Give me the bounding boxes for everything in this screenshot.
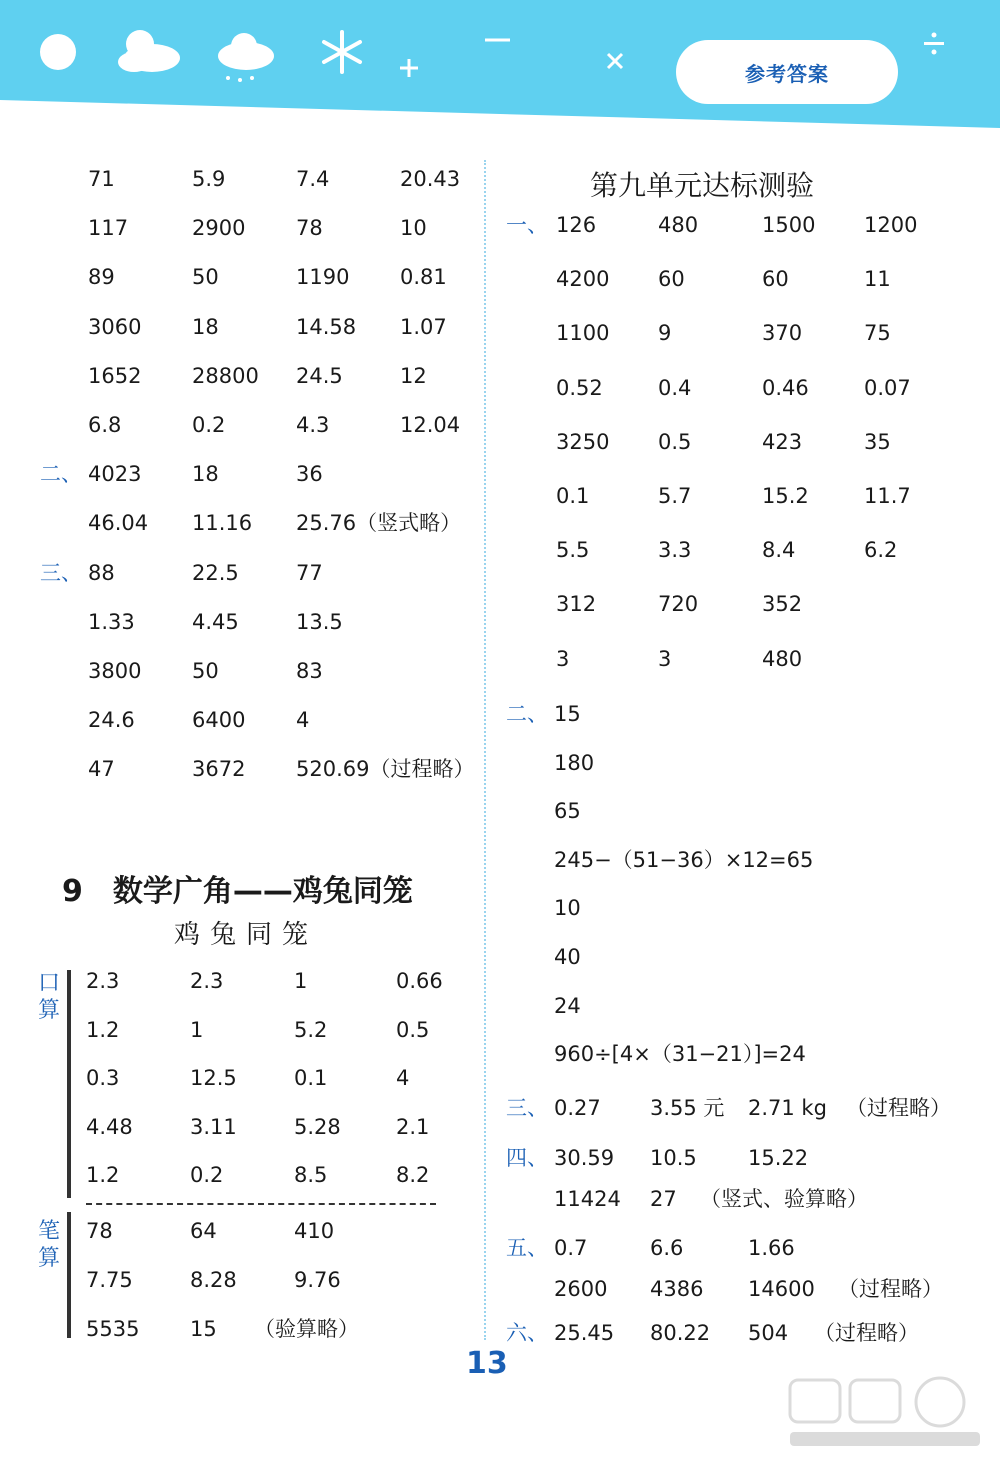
answer-cell: 8.28 [190, 1268, 237, 1292]
answer-cell: 6400 [192, 708, 246, 733]
oral-calc-bar [67, 970, 71, 1198]
section-subtitle: 鸡兔同笼 [174, 920, 319, 950]
answer-cell: 1190 [296, 265, 350, 290]
answer-cell: 8.4 [762, 538, 796, 563]
answer-cell: 352 [762, 592, 803, 617]
part-marker: 二、 [40, 462, 82, 487]
section-title: 9 数学广角——鸡兔同笼 [62, 874, 413, 909]
answer-cell: 3250 [556, 429, 610, 454]
answer-cell: 3 [556, 646, 570, 671]
part-marker: 三、 [506, 1096, 548, 1120]
answer-cell: 71 [88, 167, 115, 191]
answer-cell: 0.5 [396, 1017, 430, 1042]
answer-line: 10 [554, 896, 581, 921]
answer-cell: 80.22 [650, 1321, 711, 1345]
answer-cell: 47 [88, 757, 115, 782]
answer-cell: 14600 [748, 1277, 815, 1301]
part-marker: 三、 [40, 560, 82, 585]
answer-cell: 10.5 [650, 1146, 697, 1170]
answer-cell: 22.5 [192, 560, 239, 585]
oral-calc-label: 口算 [37, 971, 60, 1023]
answer-cell: 12.04 [400, 413, 461, 437]
answer-cell: 1100 [556, 321, 610, 346]
answer-cell: 4200 [556, 267, 610, 292]
answer-cell: 520.69（过程略） [296, 757, 475, 782]
answer-cell: 36 [296, 462, 323, 487]
answer-cell: 50 [192, 265, 219, 290]
answer-cell: 0.4 [658, 375, 692, 400]
answer-cell: 126 [556, 213, 597, 237]
part-marker: 二、 [506, 702, 548, 726]
answer-line: 180 [554, 750, 595, 775]
answer-cell: 1 [190, 1017, 204, 1042]
answer-cell: 6.8 [88, 413, 122, 437]
answer-cell: 3.11 [190, 1114, 237, 1139]
answer-cell: 3800 [88, 659, 142, 683]
part-marker: 四、 [506, 1146, 548, 1170]
answer-cell: 5.7 [658, 484, 692, 508]
answer-cell: 3.3 [658, 538, 692, 563]
sun-icon [40, 34, 76, 70]
answer-cell: 75 [864, 321, 891, 346]
answer-cell: 64 [190, 1219, 217, 1243]
answer-cell: 0.7 [554, 1236, 588, 1260]
answer-cell: 2.3 [86, 969, 120, 993]
answer-cell: 423 [762, 429, 803, 454]
answer-cell: 78 [86, 1219, 113, 1243]
answer-cell: 1 [294, 969, 308, 993]
answer-cell: 46.04 [88, 511, 149, 536]
answer-cell: 6.6 [650, 1236, 684, 1260]
answer-cell: 7.4 [296, 167, 330, 191]
answer-cell: 15 [190, 1317, 217, 1341]
answer-cell: 3 [658, 646, 672, 671]
answer-cell: 1500 [762, 213, 816, 237]
answer-cell: 0.1 [556, 484, 590, 508]
answer-cell: 117 [88, 216, 129, 241]
answer-cell: 370 [762, 321, 803, 346]
answer-cell: 11.7 [864, 484, 911, 508]
answer-cell: 6.2 [864, 538, 898, 563]
answer-cell: 5535 [86, 1317, 140, 1341]
answer-line: 245−（51−36）×12=65 [554, 847, 814, 872]
answer-cell: 13.5 [296, 609, 343, 634]
answer-cell: 504 [748, 1321, 789, 1345]
answer-cell: 4.45 [192, 609, 239, 634]
answer-cell: 5.28 [294, 1114, 341, 1139]
answer-cell: 11424 [554, 1187, 621, 1211]
answer-cell: 20.43 [400, 167, 461, 191]
answer-cell: 1.33 [88, 609, 135, 634]
answer-line: 15 [554, 702, 581, 726]
answer-cell: 24.6 [88, 708, 135, 733]
answer-cell: 0.27 [554, 1096, 601, 1120]
answer-cell: 1.07 [400, 314, 447, 339]
section-separator [86, 1203, 436, 1205]
answer-cell: 5.9 [192, 167, 226, 191]
answer-cell: 1200 [864, 213, 918, 237]
watermark-logo [780, 1372, 990, 1457]
answer-cell: 3.55 元 [650, 1096, 725, 1120]
answer-cell: 0.2 [190, 1163, 224, 1188]
answer-cell: 10 [400, 216, 427, 241]
written-calc-label: 笔算 [37, 1219, 60, 1271]
answer-cell: 2.3 [190, 969, 224, 993]
answer-line: 65 [554, 799, 581, 824]
answer-cell: 3060 [88, 314, 142, 339]
answer-cell: 8.5 [294, 1163, 328, 1188]
answer-cell: （过程略） [838, 1277, 943, 1301]
answer-cell: 12.5 [190, 1066, 237, 1091]
answer-cell: 24.5 [296, 363, 343, 388]
answer-cell: 77 [296, 560, 323, 585]
answer-key-badge: 参考答案 [676, 40, 898, 104]
answer-cell: （竖式、验算略） [700, 1187, 868, 1211]
column-divider [484, 160, 486, 1340]
answer-cell: 2.1 [396, 1114, 430, 1139]
answer-cell: 0.81 [400, 265, 447, 290]
answer-cell: 5.2 [294, 1017, 328, 1042]
answer-cell: 11 [864, 267, 891, 292]
answer-cell: 15.2 [762, 484, 809, 508]
answer-cell: 4 [296, 708, 310, 733]
answer-cell: 18 [192, 462, 219, 487]
answer-cell: 9.76 [294, 1268, 341, 1292]
answer-cell: 312 [556, 592, 597, 617]
answer-cell: 410 [294, 1219, 335, 1243]
answer-cell: 0.46 [762, 375, 809, 400]
answer-cell: （过程略） [814, 1321, 919, 1345]
answer-cell: 30.59 [554, 1146, 615, 1170]
answer-cell: 60 [658, 267, 685, 292]
answer-cell: 18 [192, 314, 219, 339]
answer-cell: 15.22 [748, 1146, 809, 1170]
answer-cell: 25.45 [554, 1321, 615, 1345]
answer-cell: 4.3 [296, 413, 330, 437]
answer-cell: 0.3 [86, 1066, 120, 1091]
answer-cell: 1.66 [748, 1236, 795, 1260]
answer-cell: 28800 [192, 363, 259, 388]
answer-cell: 1.2 [86, 1017, 120, 1042]
answer-cell: 11.16 [192, 511, 253, 536]
answer-cell: 480 [658, 213, 699, 237]
answer-cell: 35 [864, 429, 891, 454]
part-marker: 一、 [506, 213, 548, 237]
answer-cell: 83 [296, 659, 323, 683]
answer-cell: 0.2 [192, 413, 226, 437]
answer-cell: 60 [762, 267, 789, 292]
answer-cell: 25.76（竖式略） [296, 511, 462, 536]
answer-cell: 0.1 [294, 1066, 328, 1091]
answer-line: 960÷[4×（31−21）]=24 [554, 1042, 806, 1067]
answer-cell: 89 [88, 265, 115, 290]
answer-cell: 88 [88, 560, 115, 585]
answer-cell: 27 [650, 1187, 677, 1211]
answer-cell: 9 [658, 321, 672, 346]
part-marker: 六、 [506, 1321, 548, 1345]
answer-cell: 2900 [192, 216, 246, 241]
answer-cell: 0.66 [396, 969, 443, 993]
answer-cell: 2.71 kg [748, 1096, 827, 1120]
answer-cell: （过程略） [846, 1096, 951, 1120]
answer-cell: 720 [658, 592, 699, 617]
answer-cell: （验算略） [254, 1317, 359, 1341]
answer-cell: 4.48 [86, 1114, 133, 1139]
answer-cell: 7.75 [86, 1268, 133, 1292]
answer-cell: 4386 [650, 1277, 704, 1301]
answer-cell: 5.5 [556, 538, 590, 563]
answer-line: 40 [554, 945, 581, 969]
answer-cell: 2600 [554, 1277, 608, 1301]
answer-cell: 8.2 [396, 1163, 430, 1188]
answer-cell: 0.5 [658, 429, 692, 454]
answer-cell: 4 [396, 1066, 410, 1091]
answer-cell: 1.2 [86, 1163, 120, 1188]
answer-cell: 12 [400, 363, 427, 388]
answer-cell: 78 [296, 216, 323, 241]
part-marker: 五、 [506, 1236, 548, 1260]
page-number: 13 [466, 1346, 508, 1381]
answer-cell: 3672 [192, 757, 246, 782]
header-banner [0, 0, 1000, 135]
answer-cell: 0.52 [556, 375, 603, 400]
written-calc-bar [67, 1212, 71, 1338]
answer-cell: 0.07 [864, 375, 911, 400]
answer-cell: 14.58 [296, 314, 357, 339]
answer-cell: 1652 [88, 363, 142, 388]
answer-cell: 480 [762, 646, 803, 671]
answer-cell: 4023 [88, 462, 142, 487]
answer-line: 24 [554, 993, 581, 1018]
answer-cell: 50 [192, 659, 219, 683]
unit-test-title: 第九单元达标测验 [590, 169, 815, 202]
